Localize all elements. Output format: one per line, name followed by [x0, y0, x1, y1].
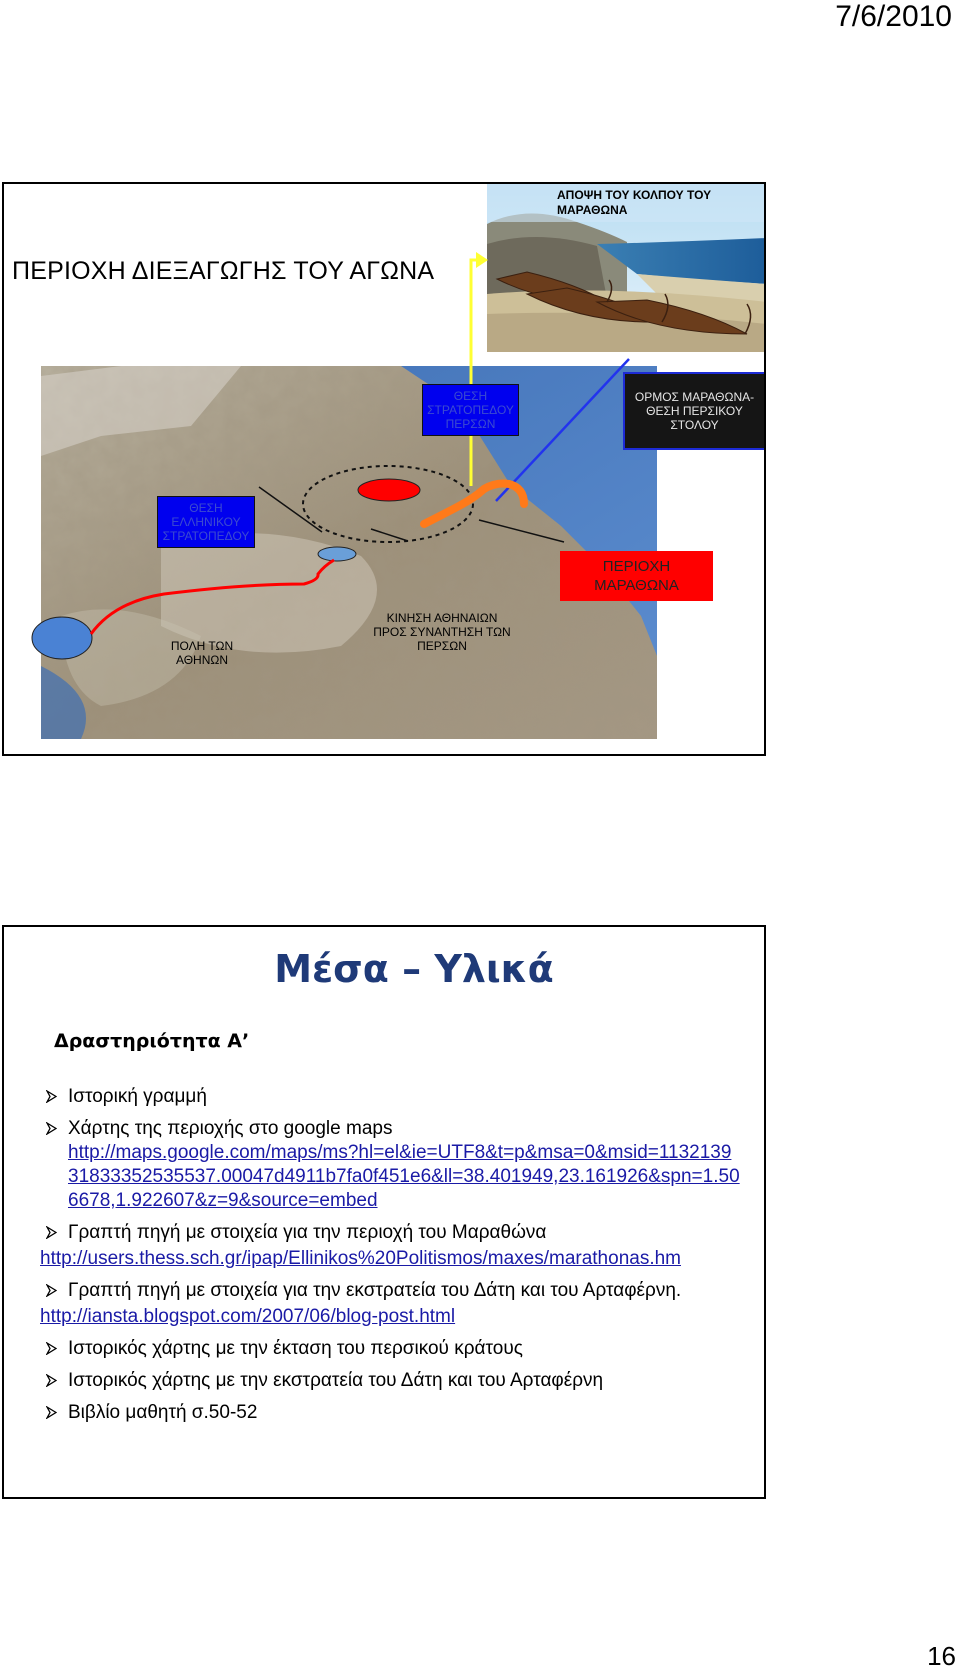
list-item-text: Ιστορικός χάρτης με την έκταση του περσικού κράτους: [68, 1338, 523, 1359]
list-item: [40, 1369, 740, 1393]
arrow-bullet-icon: [46, 1284, 57, 1297]
list-item: [40, 1221, 740, 1245]
list-item-text: Βιβλίο μαθητή σ.50-52: [68, 1402, 258, 1423]
slide-materials: [2, 925, 766, 1499]
arrow-bullet-icon: [46, 1374, 57, 1387]
materials-list: [40, 1085, 740, 1433]
list-item-text: Γραπτή πηγή με στοιχεία για την περιοχή του Μαραθώνα: [68, 1222, 547, 1243]
list-item: [40, 1279, 740, 1303]
list-item-text: Γραπτή πηγή με στοιχεία για την εκστρατεία του Δάτη και του Αρταφέρνη.: [68, 1280, 682, 1301]
slide-title: Μέσα – Υλικά: [274, 947, 554, 991]
marathon-source-link[interactable]: http://users.thess.sch.gr/ipap/Ellinikos%20Politismos/maxes/marathonas.hm: [40, 1248, 681, 1269]
list-item-text: Χάρτης της περιοχής στο google maps: [68, 1118, 393, 1139]
list-item: [40, 1085, 740, 1109]
activity-subtitle: Δραστηριότητα Α’: [54, 1030, 250, 1052]
page-date: 7/6/2010: [835, 0, 952, 33]
arrow-bullet-icon: [46, 1122, 57, 1135]
arrow-bullet-icon: [46, 1342, 57, 1355]
page-number: 16: [927, 1641, 956, 1671]
arrow-bullet-icon: [46, 1090, 57, 1103]
list-item-link: [40, 1305, 740, 1329]
list-item: [40, 1401, 740, 1425]
list-item-text: Ιστορική γραμμή: [68, 1086, 207, 1107]
greek-camp-label: ΘΕΣΗ ΕΛΛΗΝΙΚΟΥ ΣΤΡΑΤΟΠΕΔΟΥ: [157, 496, 255, 548]
athenian-movement-label: ΚΙΝΗΣΗ ΑΘΗΝΑΙΩΝ ΠΡΟΣ ΣΥΝΑΝΤΗΣΗ ΤΩΝ ΠΕΡΣΩΝ: [373, 611, 511, 653]
slide-title: ΠΕΡΙΟΧΗ ΔΙΕΞΑΓΩΓΗΣ ΤΟΥ ΑΓΩΝΑ: [12, 257, 435, 285]
list-item: [40, 1337, 740, 1361]
athens-label: ΠΟΛΗ ΤΩΝ ΑΘΗΝΩΝ: [170, 639, 234, 667]
persian-camp-label: ΘΕΣΗ ΣΤΡΑΤΟΠΕΔΟΥ ΠΕΡΣΩΝ: [422, 384, 519, 436]
arrow-bullet-icon: [46, 1406, 57, 1419]
list-item-link: [40, 1247, 740, 1271]
persian-fleet-label: ΟΡΜΟΣ ΜΑΡΑΘΩΝΑ-ΘΕΣΗ ΠΕΡΣΙΚΟΥ ΣΤΟΛΟΥ: [623, 372, 766, 450]
list-item: [40, 1117, 740, 1213]
google-maps-link[interactable]: http://maps.google.com/maps/ms?hl=el&ie=UTF8&t=p&msa=0&msid=113213931833352535537.00047d4911b7fa0f451e6&ll=38.401949,23.161926&spn=1.506678,1.922607&z=9&source=embed: [68, 1142, 740, 1211]
slide-battle-area: [2, 182, 766, 756]
list-item-text: Ιστορικός χάρτης με την εκστρατεία του Δάτη και του Αρταφέρνη: [68, 1370, 604, 1391]
campaign-source-link[interactable]: http://iansta.blogspot.com/2007/06/blog-post.html: [40, 1306, 456, 1327]
map-annotations: [4, 184, 766, 756]
photo-caption: ΑΠΟΨΗ ΤΟΥ ΚΟΛΠΟΥ ΤΟΥ ΜΑΡΑΘΩΝΑ: [557, 188, 712, 217]
arrow-bullet-icon: [46, 1226, 57, 1239]
marathon-area-label: ΠΕΡΙΟΧΗ ΜΑΡΑΘΩΝΑ: [560, 551, 713, 601]
